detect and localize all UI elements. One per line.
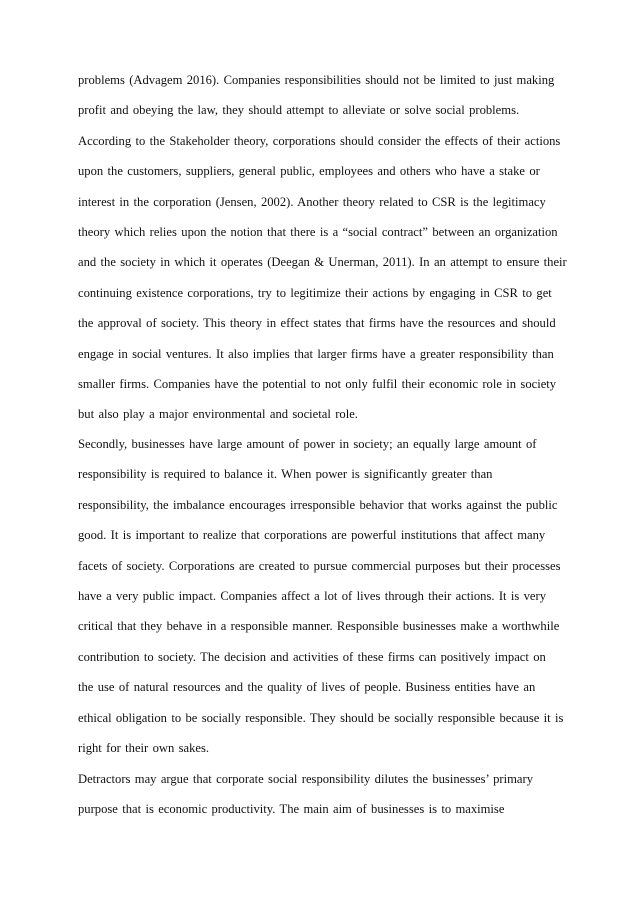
text-line: problems (Advagem 2016). Companies responsibilities should not be limited to just making [78,73,555,87]
text-line: According to the Stakeholder theory, corporations should consider the effects of their actions [78,133,561,148]
text-line: purpose that is economic productivity. The main aim of businesses is to maximise [78,802,505,817]
text-line: continuing existence corporations, try to legitimize their actions by engaging in CSR to get [78,285,552,300]
text-line: critical that they behave in a responsible manner. Responsible businesses make a worthwhile [78,619,560,634]
text-line: the use of natural resources and the quality of lives of people. Business entities have an [78,680,536,695]
text-line: facets of society. Corporations are created to pursue commercial purposes but their processes [78,558,561,573]
text-line: Detractors may argue that corporate social responsibility dilutes the businesses’ primary [78,772,533,786]
text-line: have a very public impact. Companies affect a lot of lives through their actions. It is very [78,588,547,603]
paragraph-power-responsibility [78,435,564,757]
text-line: and the society in which it operates (Deegan & Unerman, 2011). In an attempt to ensure their [78,255,567,270]
text-line: the approval of society. This theory in effect states that firms have the resources and should [78,316,556,331]
text-line: theory which relies upon the notion that there is a “social contract” between an organization [78,224,558,239]
text-line: good. It is important to realize that corporations are powerful institutions that affect many [78,528,546,543]
text-line: engage in social ventures. It also implies that larger firms have a greater responsibility than [78,346,554,361]
text-line: interest in the corporation (Jensen, 2002). Another theory related to CSR is the legitimacy [78,194,546,209]
paragraph-stakeholder-theory [78,71,567,423]
text-line: smaller firms. Companies have the potential to not only fulfil their economic role in society [78,376,557,391]
text-line: responsibility, the imbalance encourages irresponsible behavior that works against the public [78,497,558,512]
text-line: but also play a major environmental and societal role. [78,407,358,422]
text-line: contribution to society. The decision and activities of these firms can positively impact on [78,649,546,664]
text-line: profit and obeying the law, they should attempt to alleviate or solve social problems. [78,103,520,118]
text-line: upon the customers, suppliers, general public, employees and others who have a stake or [78,164,540,179]
text-line: right for their own sakes. [78,740,210,755]
text-line: responsibility is required to balance it. When power is significantly greater than [78,467,493,482]
paragraph-detractors [78,770,548,818]
text-line: ethical obligation to be socially responsible. They should be socially responsible because it is [78,710,564,725]
text-line: Secondly, businesses have large amount of power in society; an equally large amount of [78,437,537,451]
